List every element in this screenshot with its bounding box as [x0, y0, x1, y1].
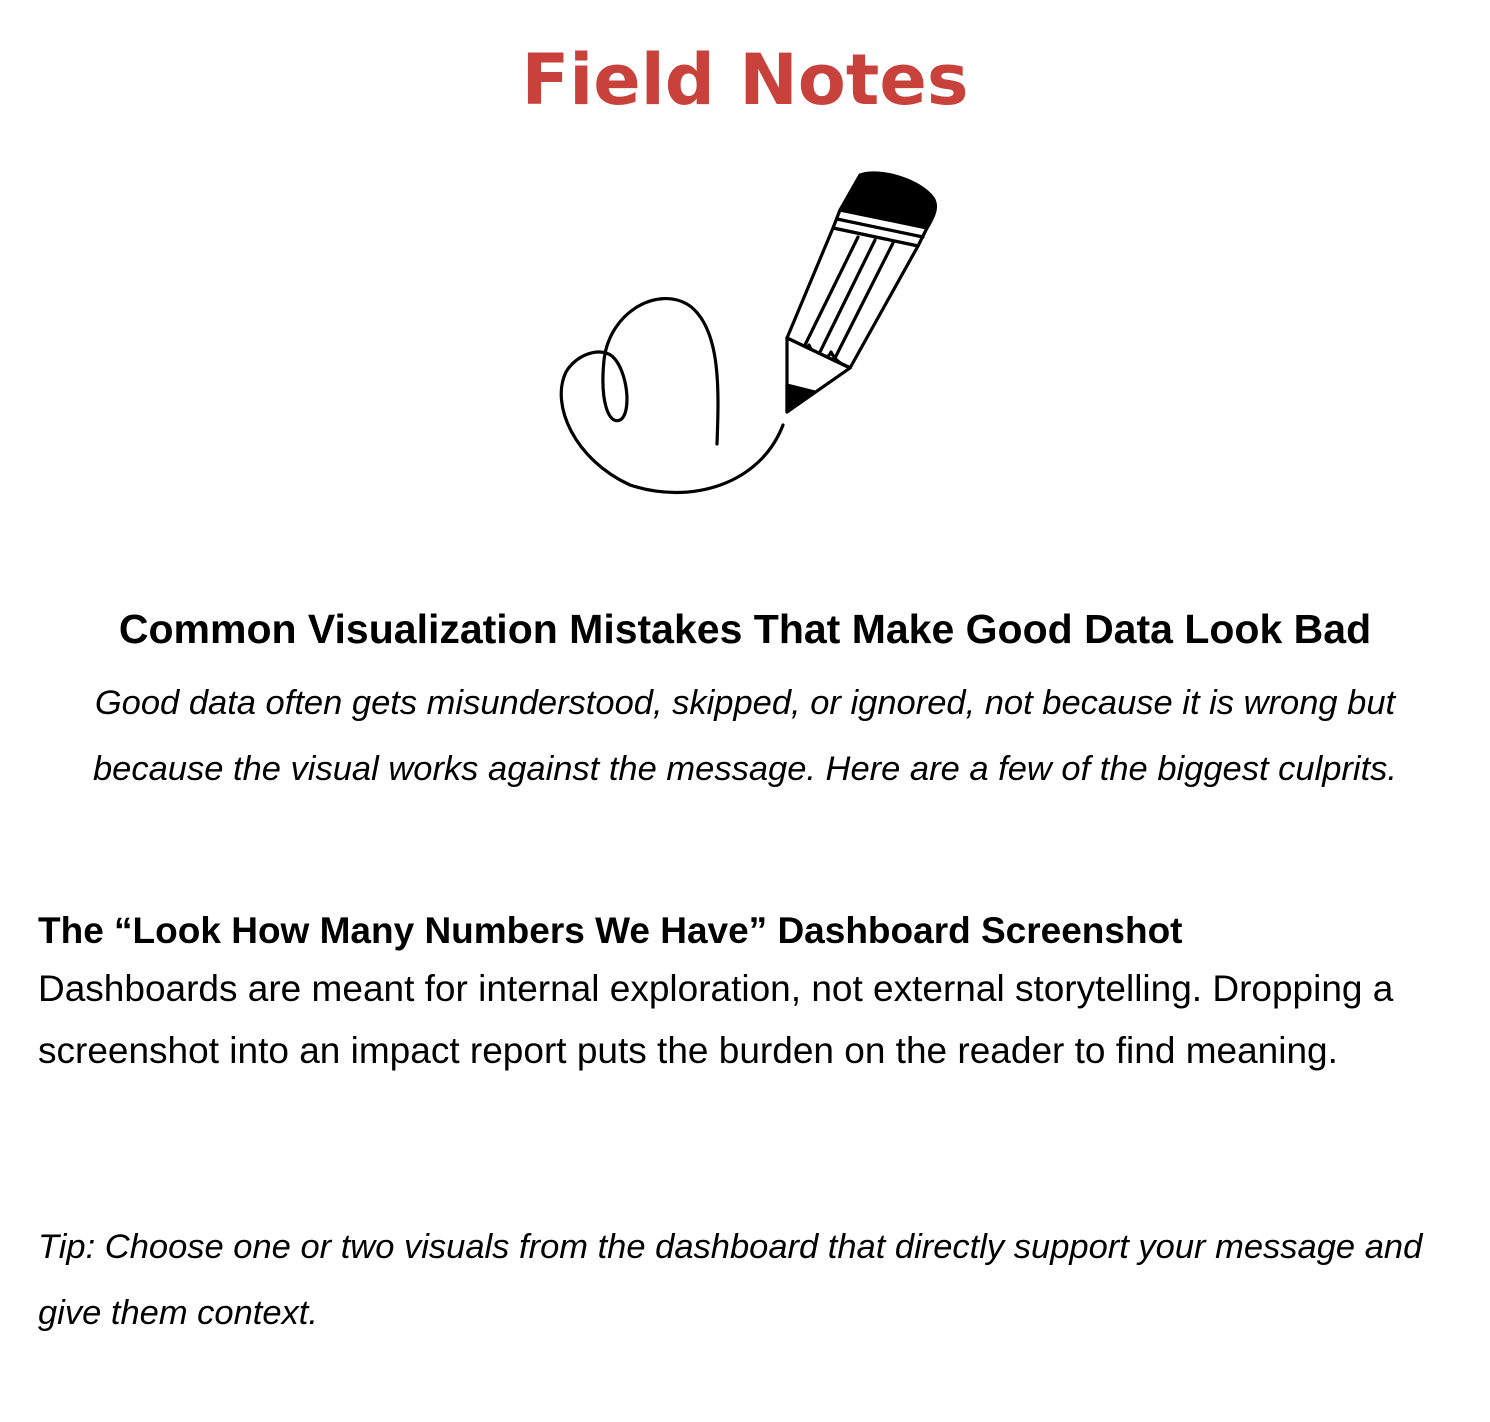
section-heading: The “Look How Many Numbers We Have” Dashboard Screenshot: [38, 910, 1183, 951]
section-tip: Tip: Choose one or two visuals from the dashboard that directly support your message and give them context.: [38, 1228, 1423, 1332]
pencil-writing-icon: [540, 160, 960, 510]
article-title: Common Visualization Mistakes That Make Good Data Look Bad: [118, 606, 1372, 652]
page-title: Field Notes: [521, 39, 969, 121]
section-body: Dashboards are meant for internal exploration, not external storytelling. Dropping a screenshot into an impact report puts the burden on the reader to find meaning.: [38, 968, 1394, 1071]
mistake-section: [38, 904, 1458, 1082]
article-lede: Good data often gets misunderstood, skipped, or ignored, not because it is wrong but because the visual works against the message. Here are a few of the biggest culprits.: [92, 684, 1398, 788]
